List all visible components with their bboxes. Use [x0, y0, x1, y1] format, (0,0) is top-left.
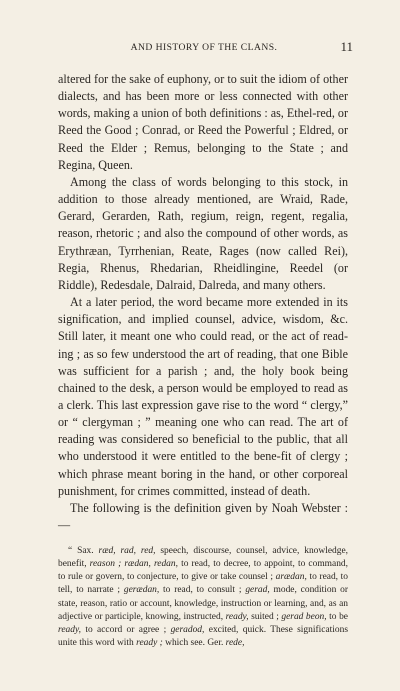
- paragraph: Among the class of words belonging to this stock, in addition to those already mentioned, are Wraid, Rade, Gerard, Gerarden, Rath, regium, reign, regent, regalia, reason, rhetoric ; and also the compound of other words, as Erythræan, Tyrrhenian, Reate, Rages (now called Rei), Regia, Rhenus, Rhedarian, Rheidlingine, Reedel (or Riddle), Redesdale, Dalraid, Dalreda, and many others.: [58, 174, 348, 292]
- page-number: 11: [340, 39, 353, 54]
- paragraph-continued: altered for the sake of euphony, or to suit the idiom of other dialects, and has been more or less connected with other words, making a union of both definitions : as, Ethel-red, or Reed the Good ; Conrad, or Reed the Powerful ; Eldred, or Reed the Elder ; Remus, belonging to the State ; and Regina, Queen.: [58, 72, 348, 172]
- footnote-text: to read, to tell, to narrate ;: [58, 572, 348, 596]
- footnote-italic-term: ready,: [58, 624, 81, 635]
- footnote-italic-term: ready,: [225, 611, 249, 622]
- footnote-italic-term: ready ;: [136, 638, 163, 649]
- main-text: [58, 71, 348, 534]
- footnote-text: speech, discourse, counsel, advice, knowledge, benefit,: [58, 546, 348, 570]
- footnote-text: “ Sax.: [68, 546, 99, 556]
- paragraph: At a later period, the word became more extended in its signification, and implied counsel, advice, wisdom, &c. Still later, it meant one who could read, or the act of read-ing ; as so few understood the art of reading, that one Bible was sufficient for a parish ; and, the holy book being chained to the desk, a person would be employed to read as a clerk. This last expression gave rise to the word “ clergy,” or “ clergyman ; ” meaning one who can read. The art of reading was considered so beneficial to the public, that all who understood it were entitled to the bene-fit of clergy ; which phrase meant boring in the hand, or other corporeal punishment, for crimes committed, instead of death.: [58, 295, 348, 498]
- footnote-italic-term: gerædan,: [123, 585, 160, 596]
- footnote-text: to accord or agree ;: [80, 624, 171, 635]
- footnote-italic-term: geradod,: [170, 624, 205, 635]
- footnote-italic-term: gerad beon,: [281, 611, 327, 622]
- footnote-text: excited, quick. These significations unite this word with: [58, 624, 348, 649]
- footnote-italic-term: gerad,: [245, 585, 270, 596]
- footnote-italic-term: rede,: [225, 638, 245, 649]
- footnote-text: mode, condition or state, reason, ratio or account, knowledge, instruction or learning, and, as an adjective or participle, knowing, instructed,: [58, 585, 348, 622]
- running-title: AND HISTORY OF THE CLANS.: [130, 42, 278, 53]
- footnote-text: which see. Ger.: [162, 638, 226, 649]
- footnote-text: suited ;: [248, 611, 282, 622]
- footnote-text: to read, to decree, to appoint, to command, to rule or govern, to conjecture, to give or take counsel ;: [58, 559, 348, 583]
- footnote-text: to be: [326, 611, 348, 622]
- paragraph: The following is the definition given by Noah Webster : —: [58, 500, 348, 533]
- footnote-italic-term: ræd, rad, red,: [98, 546, 156, 556]
- footnote-italic-term: reason ; rædan, redan,: [89, 559, 178, 570]
- footnote-italic-term: arædan,: [275, 572, 307, 583]
- footnote: [58, 545, 348, 650]
- page-header: [60, 39, 353, 58]
- footnote-text: to read, to consult ;: [159, 585, 246, 596]
